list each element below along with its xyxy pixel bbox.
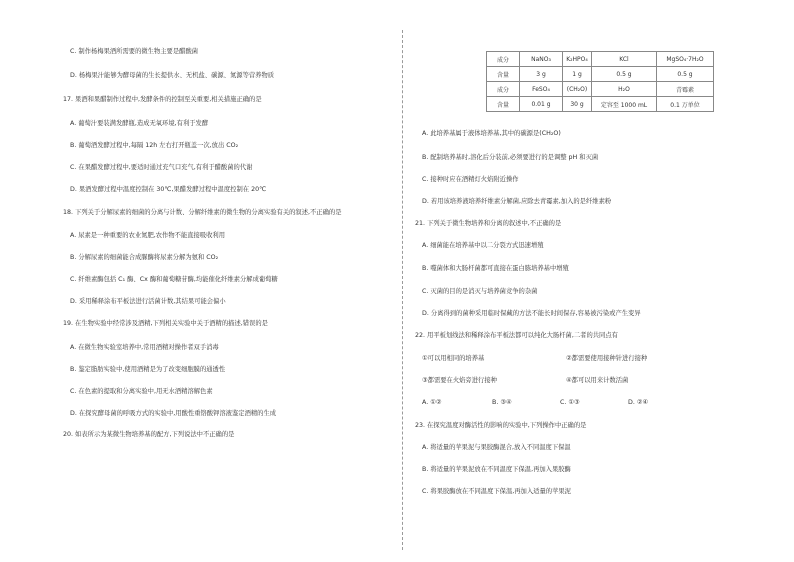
table-row	[487, 97, 714, 112]
q17-option-b: B. 葡萄酒发酵过程中,每隔 12h 左右打开瓶盖一次,放出 CO₂	[70, 142, 239, 149]
column-divider	[402, 30, 403, 550]
q21-option-c: C. 灭菌的目的是消灭与培养菌竞争的杂菌	[422, 288, 538, 295]
q23-option-a: A. 将适量的苹果泥与果胶酶混合,放入不同温度下保温	[422, 444, 571, 451]
q22-statement-2: ②都需要使用接种针进行接种	[566, 355, 648, 362]
q22-choice-b: B. ③④	[492, 399, 512, 406]
table-cell: NaNO₃	[520, 52, 563, 67]
table-row	[487, 52, 714, 67]
q20-option-c: C. 接种时应在酒精灯火焰附近操作	[422, 176, 519, 183]
q21-option-d: D. 分离得到的菌种采用临时保藏的方法不能长时间保存,容易被污染或产生变异	[422, 310, 641, 317]
table-cell: 1 g	[563, 67, 592, 82]
q21-option-b: B. 噬菌体和大肠杆菌都可直接在蛋白胨培养基中增殖	[422, 265, 569, 272]
table-cell: 0.5 g	[592, 67, 657, 82]
medium-recipe-table	[486, 51, 714, 112]
table-cell: 0.5 g	[657, 67, 714, 82]
q19-option-d: D. 在探究酵母菌的呼吸方式的实验中,用酸性重铬酸钾溶液鉴定酒精的生成	[70, 410, 277, 417]
q16-option-c: C. 制作杨梅果酒所需要的微生物主要是醋酸菌	[70, 48, 199, 55]
q22-choice-a: A. ①②	[422, 399, 442, 406]
table-cell: 青霉素	[657, 82, 714, 97]
q19-option-a: A. 在微生物实验室培养中,常用酒精对操作者双手消毒	[70, 344, 219, 351]
table-cell: FeSO₄	[520, 82, 563, 97]
q20-option-b: B. 配制培养基时,溶化后分装前,必须要进行的是调整 pH 和灭菌	[422, 154, 599, 161]
q18-option-b: B. 分解尿素的细菌能合成脲酶将尿素分解为氨和 CO₂	[70, 254, 219, 261]
q22-statement-1: ①可以用相同的培养基	[422, 355, 485, 362]
q22-statement-4: ④都可以用来计数活菌	[566, 377, 629, 384]
q17-option-c: C. 在果醋发酵过程中,要适时通过充气口充气,有利于醋酸菌的代谢	[70, 164, 253, 171]
question-21: 21. 下列关于微生物培养和分离的叙述中,不正确的是	[415, 220, 562, 227]
q19-option-c: C. 在色素的提取和分离实验中,用无水酒精溶解色素	[70, 388, 213, 395]
q17-option-a: A. 葡萄汁要装满发酵瓶,造成无氧环境,有利于发酵	[70, 120, 209, 127]
q16-option-d: D. 杨梅果汁能够为酵母菌的生长提供水、无机盐、碳源、氮源等营养物质	[70, 72, 275, 79]
table-cell: 0.1 万单位	[657, 97, 714, 112]
table-cell: 成分	[487, 82, 520, 97]
table-cell: 30 g	[563, 97, 592, 112]
q19-option-b: B. 鉴定脂肪实验中,使用酒精是为了改变细胞膜的通透性	[70, 366, 226, 373]
table-cell: H₂O	[592, 82, 657, 97]
question-23: 23. 在探究温度对酶活性的影响的实验中,下列操作中正确的是	[415, 422, 587, 429]
q18-option-a: A. 尿素是一种重要的农业氮肥,农作物不能直接吸收利用	[70, 232, 226, 239]
q23-option-c: C. 将果胶酶放在不同温度下保温,再加入适量的苹果泥	[422, 488, 571, 495]
q22-statement-3: ③都需要在火焰旁进行接种	[422, 377, 497, 384]
q23-option-b: B. 将适量的苹果泥放在不同温度下保温,再加入果胶酶	[422, 466, 571, 473]
table-cell: (CH₂O)	[563, 82, 592, 97]
q22-choice-d: D. ②④	[628, 399, 649, 406]
q18-option-d: D. 采用稀释涂布平板法进行活菌计数,其结果可能会偏小	[70, 298, 226, 305]
q17-option-d: D. 果酒发酵过程中温度控制在 30℃,果醋发酵过程中温度控制在 20℃	[70, 186, 267, 193]
question-20: 20. 如表所示为某微生物培养基的配方,下列说法中不正确的是	[63, 431, 235, 438]
question-17: 17. 果酒和果醋制作过程中,发酵条件的控制至关重要,相关措施正确的是	[63, 96, 262, 103]
question-18: 18. 下列关于分解尿素的细菌的分离与计数、分解纤维素的微生物的分离实验有关的叙述,不正确的是	[63, 209, 342, 216]
q20-option-d: D. 若用该培养液培养纤维素分解菌,应除去青霉素,加入的是纤维素粉	[422, 198, 612, 205]
q20-option-a: A. 此培养基属于液体培养基,其中的碳源是(CH₂O)	[422, 130, 561, 137]
table-cell: 成分	[487, 52, 520, 67]
table-row	[487, 82, 714, 97]
table-cell: 含量	[487, 97, 520, 112]
q18-option-c: C. 纤维素酶包括 C₁ 酶、Cx 酶和葡萄糖苷酶,均能催化纤维素分解成葡萄糖	[70, 276, 278, 283]
q22-choice-c: C. ①③	[560, 399, 580, 406]
question-19: 19. 在生物实验中经常涉及酒精,下列相关实验中关于酒精的描述,错误的是	[63, 320, 268, 327]
q21-option-a: A. 细菌能在培养基中以二分裂方式迅速增殖	[422, 242, 544, 249]
table-cell: K₂HPO₄	[563, 52, 592, 67]
table-row	[487, 67, 714, 82]
question-22: 22. 用平板划线法和稀释涂布平板法都可以纯化大肠杆菌,二者的共同点有	[415, 332, 618, 339]
table-cell: KCl	[592, 52, 657, 67]
table-cell: 3 g	[520, 67, 563, 82]
table-cell: 含量	[487, 67, 520, 82]
table-cell: 定容至 1000 mL	[592, 97, 657, 112]
table-cell: MgSO₄·7H₂O	[657, 52, 714, 67]
table-cell: 0.01 g	[520, 97, 563, 112]
